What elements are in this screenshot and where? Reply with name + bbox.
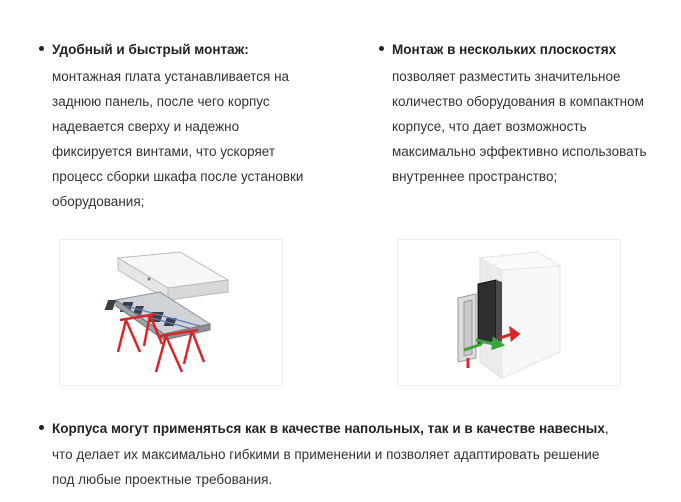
feature-heading: Корпуса могут применяться как в качестве напольных, так и в качестве навесных	[52, 421, 605, 436]
feature-text-line: внутреннее пространство;	[392, 169, 558, 184]
feature-heading: Удобный и быстрый монтаж:	[52, 42, 249, 57]
bullet-dot	[379, 46, 384, 51]
feature-heading-line	[52, 418, 609, 440]
feature-text-line: под любые проектные требования.	[52, 472, 273, 487]
feature-text-line: процесс сборки шкафа после установки	[52, 169, 304, 184]
feature-text-line: количество оборудования в компактном	[392, 94, 644, 109]
feature-text-line: заднюю панель, после чего корпус	[52, 94, 270, 109]
feature-floor-wall-mounting	[39, 418, 674, 492]
bullet-dot	[39, 46, 44, 51]
enclosure-room-placement-image	[398, 240, 620, 385]
feature-text-line: надевается сверху и надежно	[52, 119, 240, 134]
feature-multiplane-mounting	[379, 39, 679, 189]
feature-text-line: корпусе, что дает возможность	[392, 119, 587, 134]
feature-text-line: оборудования;	[52, 194, 145, 209]
feature-text-line: позволяет разместить значительное	[392, 69, 621, 84]
feature-text-line: максимально эффективно использовать	[392, 144, 647, 159]
feature-text-line: фиксируется винтами, что ускоряет	[52, 144, 276, 159]
feature-text-line: монтажная плата устанавливается на	[52, 69, 290, 84]
heading-comma: ,	[604, 421, 609, 436]
feature-mounting-fast	[39, 39, 339, 214]
enclosure-assembly-image	[60, 240, 282, 385]
feature-text-line: что делает их максимально гибкими в применении и позволяет адаптировать решение	[52, 447, 600, 462]
feature-heading: Монтаж в нескольких плоскостях	[392, 42, 617, 57]
bullet-dot	[39, 425, 44, 430]
